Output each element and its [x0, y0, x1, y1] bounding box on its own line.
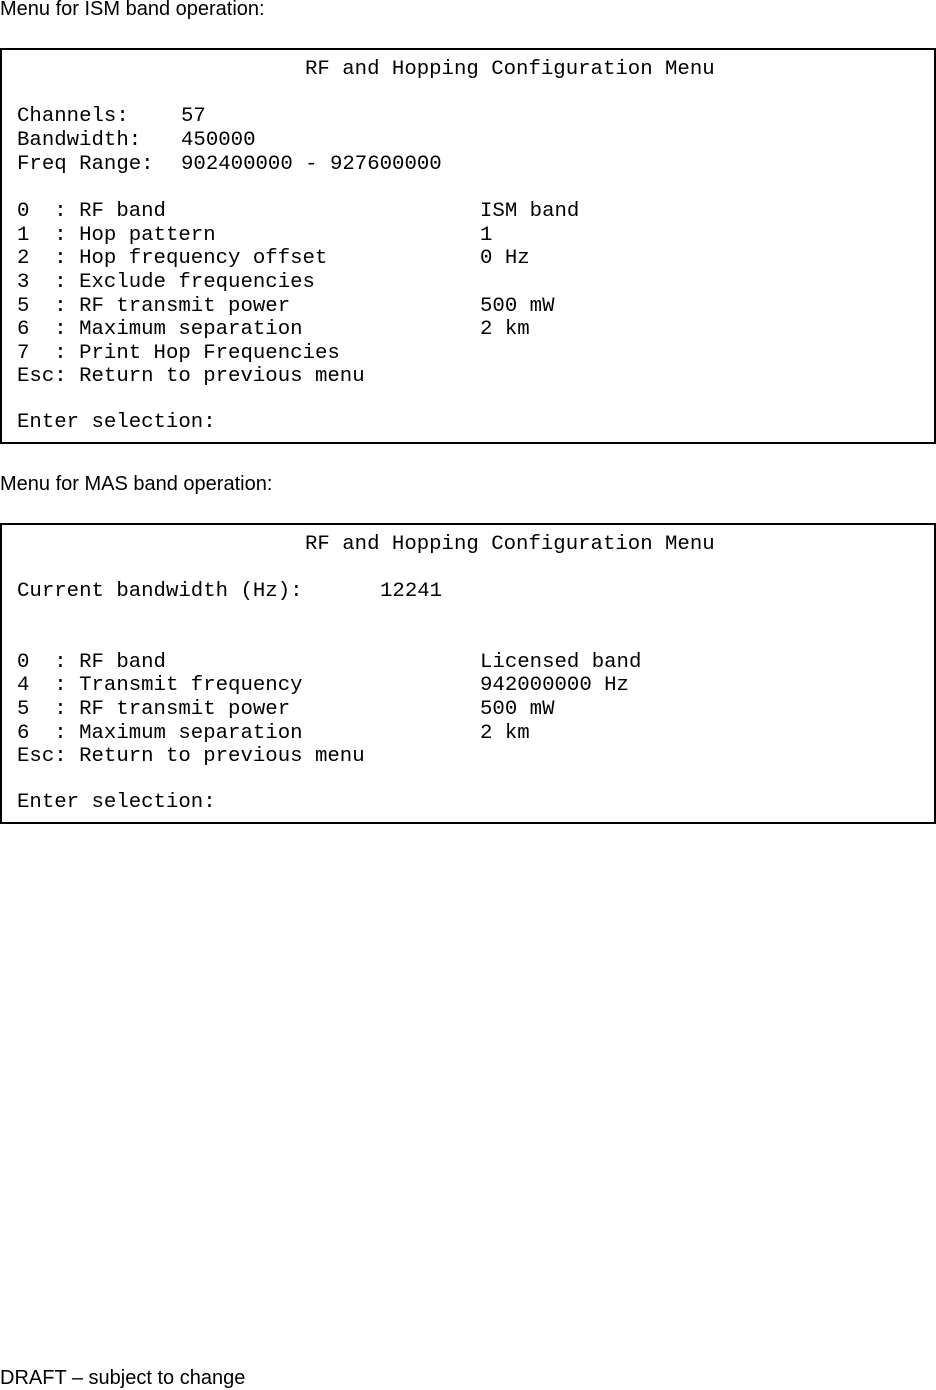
menu-value-hop-pattern: 1: [480, 224, 493, 247]
current-bandwidth-value: 12241: [380, 580, 443, 603]
menu-value-maximum-separation: 2 km: [480, 722, 530, 745]
menu-title: RF and Hopping Configuration Menu: [305, 58, 715, 81]
menu-value-rf-transmit-power: 500 mW: [480, 698, 555, 721]
current-bandwidth-label: Current bandwidth (Hz):: [17, 580, 303, 603]
bandwidth-label: Bandwidth:: [17, 129, 142, 152]
menu-title: RF and Hopping Configuration Menu: [305, 533, 715, 556]
mas-menu-box: [0, 523, 936, 824]
menu-value-hop-frequency-offset: 0 Hz: [480, 247, 530, 270]
selection-prompt[interactable]: Enter selection:: [17, 411, 216, 434]
ism-caption: Menu for ISM band operation:: [0, 0, 265, 20]
menu-value-rf-transmit-power: 500 mW: [480, 295, 555, 318]
menu-option-exclude-frequencies[interactable]: 3 : Exclude frequencies: [17, 271, 315, 294]
menu-option-print-hop-frequencies[interactable]: 7 : Print Hop Frequencies: [17, 342, 340, 365]
bandwidth-value: 450000: [181, 129, 256, 152]
mas-caption: Menu for MAS band operation:: [0, 473, 273, 495]
menu-option-rf-band[interactable]: 0 : RF band: [17, 200, 166, 223]
menu-option-maximum-separation[interactable]: 6 : Maximum separation: [17, 722, 303, 745]
channels-label: Channels:: [17, 105, 129, 128]
channels-value: 57: [181, 105, 206, 128]
draft-footer: DRAFT – subject to change: [0, 1367, 246, 1389]
menu-option-hop-frequency-offset[interactable]: 2 : Hop frequency offset: [17, 247, 328, 270]
menu-option-rf-band[interactable]: 0 : RF band: [17, 651, 166, 674]
menu-option-transmit-frequency[interactable]: 4 : Transmit frequency: [17, 674, 303, 697]
menu-option-escape[interactable]: Esc: Return to previous menu: [17, 365, 365, 388]
menu-value-maximum-separation: 2 km: [480, 318, 530, 341]
menu-option-hop-pattern[interactable]: 1 : Hop pattern: [17, 224, 216, 247]
menu-option-rf-transmit-power[interactable]: 5 : RF transmit power: [17, 698, 291, 721]
freq-range-label: Freq Range:: [17, 153, 154, 176]
ism-menu-box: [0, 48, 936, 444]
freq-range-value: 902400000 - 927600000: [181, 153, 442, 176]
selection-prompt[interactable]: Enter selection:: [17, 791, 216, 814]
menu-value-transmit-frequency: 942000000 Hz: [480, 674, 629, 697]
menu-value-rf-band: ISM band: [480, 200, 580, 223]
menu-value-rf-band: Licensed band: [480, 651, 642, 674]
menu-option-escape[interactable]: Esc: Return to previous menu: [17, 745, 365, 768]
menu-option-maximum-separation[interactable]: 6 : Maximum separation: [17, 318, 303, 341]
menu-option-rf-transmit-power[interactable]: 5 : RF transmit power: [17, 295, 291, 318]
